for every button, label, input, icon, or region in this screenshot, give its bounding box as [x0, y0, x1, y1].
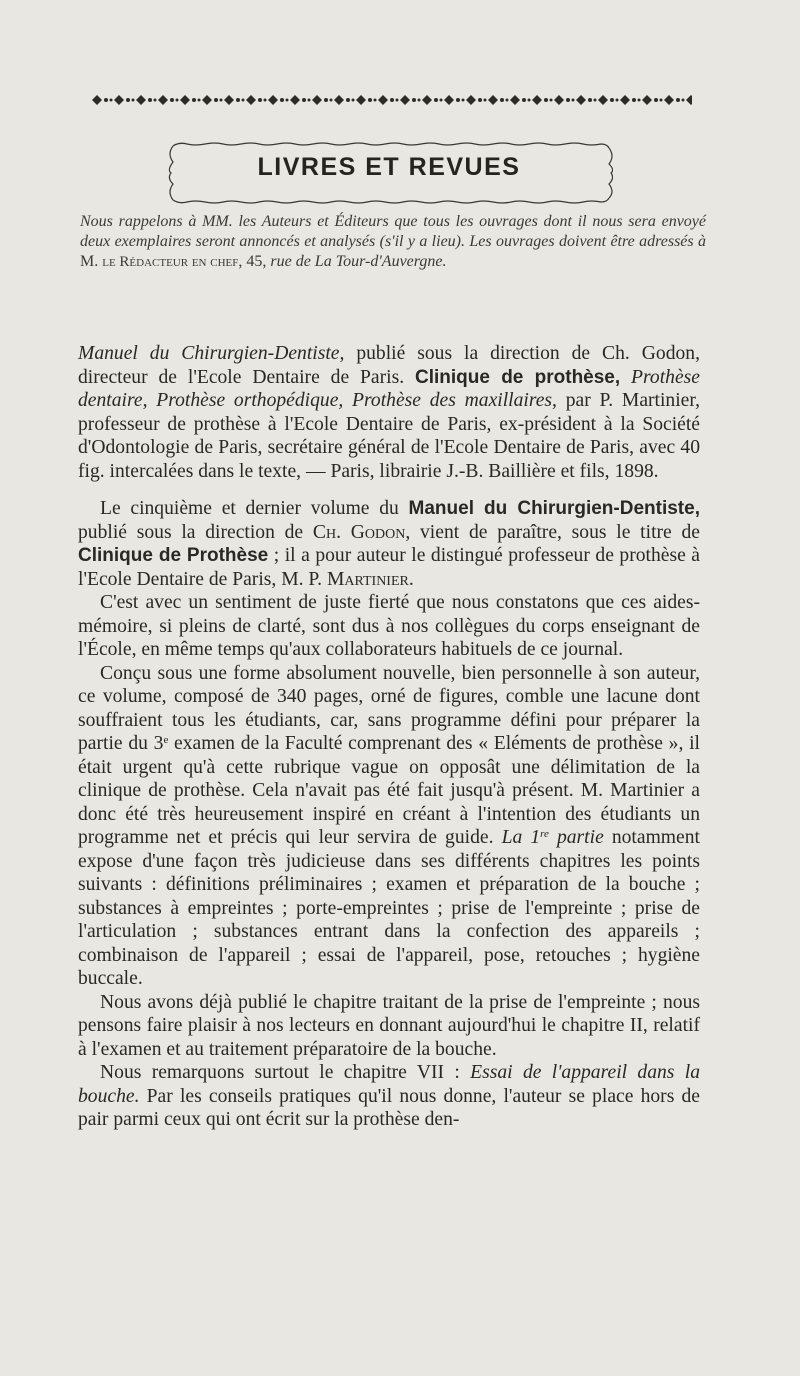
citation-text-2: par P. Martinier, professeur de prothèse à l'Ecole Dentaire de Paris, ex-président à la Société d'Odontologie de Paris, secrétaire général de l'Ecole Dentaire de Paris, avec 40 fig. intercalées dans le texte, — Paris, librairie J.-B. Baillière et fils, 1898.	[78, 390, 701, 482]
citation-paragraph	[78, 342, 700, 483]
manuel-title: Manuel du Chirurgien-Dentiste,	[408, 498, 700, 519]
notice-street: rue de La Tour-d'Auvergne.	[270, 253, 447, 270]
citation-subtitles: Prothèse dentaire, Prothèse orthopédique, Prothèse des maxillaires,	[78, 366, 700, 411]
section-heading: LIVRES ET REVUES	[257, 153, 521, 181]
decorative-ornament-border	[86, 94, 692, 106]
citation-book-title: Manuel du Chirurgien-Dentiste,	[78, 343, 345, 364]
chapter-title: Essai de l'appareil dans la bouche.	[78, 1062, 701, 1107]
citation-volume-title: Clinique de prothèse,	[415, 366, 621, 388]
paragraph-4: Nous avons déjà publié le chapitre traitant de la prise de l'empreinte ; nous pensons faire plaisir à nos lecteurs en donnant aujourd'hui le chapitre II, relatif à l'examen et au traitement préparatoire de la bouche.	[78, 991, 700, 1060]
review-body	[78, 497, 700, 1132]
author-godon: Ch. Godon	[312, 521, 406, 543]
paragraph-5: Nous remarquons surtout le chapitre VII : Essai de l'appareil dans la bouche. Par les conseils pratiques qu'il nous donne, l'auteur se place hors de pair parmi ceux qui ont écrit sur la prothèse den-	[78, 1062, 701, 1130]
citation-text-1: publié sous la direction de Ch. Godon, directeur de l'Ecole Dentaire de Paris.	[78, 343, 700, 388]
notice-address: , 45,	[238, 253, 271, 270]
paragraph-2: C'est avec un sentiment de juste fierté que nous constatons que ces aides-mémoire, si pleins de clarté, sont dus à nos collègues du corps enseignant de l'École, en même temps qu'aux collaborateurs habituels de ce journal.	[78, 592, 700, 660]
paragraph-1: Le cinquième et dernier volume du Manuel du Chirurgien-Dentiste, publié sous la direction de Ch. Godon, vient de paraître, sous le titre de Clinique de Prothèse ; il a pour auteur le distingué professeur de prothèse à l'Ecole Dentaire de Paris, M. P. Martinier.	[78, 498, 700, 590]
notice-text: Nous rappelons à MM. les Auteurs et Éditeurs que tous les ouvrages dont il nous sera envoyé deux exemplaires seront annoncés et analysés (s'il y a lieu). Les ouvrages doivent être adressés à	[80, 213, 706, 250]
clinique-title: Clinique de Prothèse	[78, 545, 269, 566]
notice-redacteur: le Rédacteur en chef	[102, 254, 239, 270]
book-citation	[78, 342, 700, 483]
submission-notice	[80, 212, 706, 272]
paragraph-3: Conçu sous une forme absolument nouvelle, bien personnelle à son auteur, ce volume, composé de 340 pages, orné de figures, comble une lacune dont souffraient tous les étudiants, car, sans programme défini pour préparer la partie du 3e examen de la Faculté comprenant des « Eléments de prothèse », il était urgent qu'à cette rubrique vague on opposât une délimitation de la clinique de prothèse. Cela n'avait pas été fait jusqu'à présent. M. Martinier a donc été très heureusement inspiré en créant à l'intention des étudiants un programme net et précis qui leur servira de guide. La 1re partie notamment expose d'une façon très judicieuse dans ses différents chapitres les points suivants : définitions préliminaires ; examen et préparation de la bouche ; substances à empreintes ; porte-empreintes ; prise de l'empreinte ; prise de l'articulation ; substances entrant dans la confection des appareils ; combinaison de l'appareil ; essai de l'appareil, pose, retouches ; hygiène buccale.	[78, 662, 700, 989]
notice-m: M.	[80, 253, 103, 270]
author-martinier: Martinier	[326, 568, 409, 590]
